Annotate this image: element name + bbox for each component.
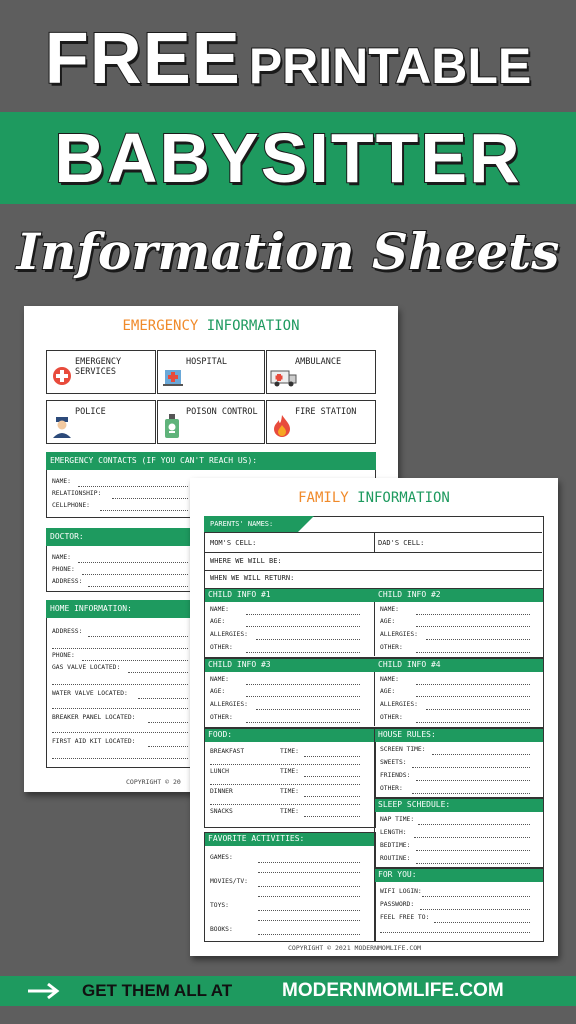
fill-line	[434, 922, 530, 923]
fill-line	[256, 709, 360, 710]
information-title-word: INFORMATION	[357, 490, 450, 506]
field-label: BREAKER PANEL LOCATED:	[52, 714, 136, 721]
divider	[204, 532, 542, 533]
field-label: ALLERGIES:	[380, 631, 418, 638]
fill-line	[416, 780, 530, 781]
field-label: ADDRESS:	[52, 628, 83, 635]
service-box-hospital	[157, 350, 265, 394]
service-box-emergency	[46, 350, 156, 394]
time-label: TIME:	[280, 748, 299, 755]
field-label: FRIENDS:	[380, 772, 411, 779]
family-sheet-title	[190, 490, 558, 506]
fill-line	[414, 837, 530, 838]
service-box-police	[46, 400, 156, 444]
fill-line	[304, 756, 360, 757]
meal-label: BREAKFAST	[210, 748, 245, 755]
fill-line	[256, 639, 360, 640]
fill-line	[380, 932, 530, 933]
headline-free-printable	[0, 14, 576, 104]
headline-information-sheets: Information Sheets	[16, 222, 560, 281]
field-label: NAME:	[52, 554, 71, 561]
field-label: SWEETS:	[380, 759, 407, 766]
fill-line	[112, 498, 188, 499]
favorite-activities-header: FAVORITE ACTIVITIES:	[204, 832, 374, 846]
fill-line	[416, 652, 530, 653]
field-label: CELLPHONE:	[52, 502, 90, 509]
fill-line	[412, 767, 530, 768]
emergency-title-word: EMERGENCY	[122, 318, 199, 334]
information-title-word: INFORMATION	[206, 318, 300, 334]
field-label: GAMES:	[210, 854, 233, 861]
fill-line	[416, 626, 530, 627]
emergency-contacts-header: EMERGENCY CONTACTS (IF YOU CAN'T REACH US):	[46, 452, 376, 470]
fire-icon	[272, 414, 292, 438]
child-info-3-header: CHILD INFO #3	[204, 658, 374, 672]
service-label: AMBULANCE	[295, 357, 342, 367]
fill-line	[148, 722, 188, 723]
meal-label: SNACKS	[210, 808, 233, 815]
divider	[204, 552, 542, 553]
fill-line	[412, 793, 530, 794]
fill-line	[420, 909, 530, 910]
field-label: PHONE:	[52, 652, 75, 659]
fill-line	[304, 816, 360, 817]
emergency-copyright: COPYRIGHT © 20	[126, 778, 181, 786]
field-label: AGE:	[380, 618, 396, 625]
meal-label: DINNER	[210, 788, 233, 795]
headline-printable: PRINTABLE	[248, 38, 532, 94]
field-label: ROUTINE:	[380, 855, 411, 862]
fill-line	[258, 920, 360, 921]
fill-line	[210, 804, 360, 805]
fill-line	[258, 862, 360, 863]
divider	[374, 672, 375, 726]
field-label: NAME:	[210, 676, 229, 683]
fill-line	[258, 934, 360, 935]
service-label: POLICE	[75, 407, 106, 417]
police-officer-icon	[51, 415, 73, 439]
fill-line	[246, 626, 360, 627]
ambulance-icon	[270, 367, 298, 387]
field-label: BOOKS:	[210, 926, 233, 933]
field-label: RELATIONSHIP:	[52, 490, 102, 497]
field-label: OTHER:	[210, 644, 233, 651]
field-label: AGE:	[210, 688, 226, 695]
fill-line	[88, 636, 188, 637]
field-label: AGE:	[210, 618, 226, 625]
fill-line	[246, 722, 360, 723]
child-info-2-header: CHILD INFO #2	[374, 588, 544, 602]
field-label: NAME:	[380, 676, 399, 683]
fill-line	[258, 872, 360, 873]
headline-babysitter: BABYSITTER	[54, 119, 522, 197]
fill-line	[52, 708, 188, 709]
field-label: OTHER:	[380, 644, 403, 651]
service-label: HOSPITAL	[186, 357, 227, 367]
time-label: TIME:	[280, 788, 299, 795]
field-label: AGE:	[380, 688, 396, 695]
emergency-call-icon	[51, 365, 73, 387]
fill-line	[128, 672, 188, 673]
field-label: GAS VALVE LOCATED:	[52, 664, 121, 671]
sleep-schedule-header: SLEEP SCHEDULE:	[374, 798, 544, 812]
time-label: TIME:	[280, 768, 299, 775]
field-label: WATER VALVE LOCATED:	[52, 690, 128, 697]
fill-line	[210, 784, 360, 785]
food-header: FOOD:	[204, 728, 374, 742]
field-label: LENGTH:	[380, 829, 407, 836]
meal-label: LUNCH	[210, 768, 229, 775]
fill-line	[52, 648, 188, 649]
fill-line	[246, 652, 360, 653]
emergency-sheet-title	[24, 318, 398, 334]
divider	[374, 602, 375, 656]
fill-line	[246, 696, 360, 697]
fill-line	[416, 722, 530, 723]
service-box-poison-control	[157, 400, 265, 444]
field-label: PASSWORD:	[380, 901, 415, 908]
where-we-will-be-label: WHERE WE WILL BE:	[210, 557, 282, 565]
fill-line	[416, 850, 530, 851]
family-information-sheet	[190, 478, 558, 956]
fill-line	[52, 732, 188, 733]
fill-line	[258, 910, 360, 911]
field-label: OTHER:	[380, 714, 403, 721]
fill-line	[246, 684, 360, 685]
fill-line	[426, 639, 530, 640]
parents-header: PARENTS' NAMES:	[210, 520, 274, 528]
hospital-icon	[162, 365, 184, 387]
service-label: POISON CONTROL	[186, 407, 258, 417]
service-box-ambulance	[266, 350, 376, 394]
divider	[204, 570, 542, 571]
field-label: OTHER:	[380, 785, 403, 792]
fill-line	[82, 574, 188, 575]
for-you-header: FOR YOU:	[374, 868, 544, 882]
fill-line	[418, 824, 530, 825]
house-rules-header: HOUSE RULES:	[374, 728, 544, 742]
time-label: TIME:	[280, 808, 299, 815]
field-label: BEDTIME:	[380, 842, 411, 849]
field-label: WIFI LOGIN:	[380, 888, 422, 895]
field-label: FEEL FREE TO:	[380, 914, 430, 921]
fill-line	[78, 562, 188, 563]
family-title-word: FAMILY	[298, 490, 349, 506]
service-box-fire-station	[266, 400, 376, 444]
fill-line	[210, 764, 360, 765]
when-we-will-return-label: WHEN WE WILL RETURN:	[210, 574, 295, 582]
field-label: ALLERGIES:	[210, 631, 248, 638]
fill-line	[416, 696, 530, 697]
fill-line	[422, 896, 530, 897]
field-label: FIRST AID KIT LOCATED:	[52, 738, 136, 745]
moms-cell-label: MOM'S CELL:	[210, 539, 257, 547]
field-label: NAME:	[380, 606, 399, 613]
field-label: SCREEN TIME:	[380, 746, 426, 753]
fill-line	[78, 486, 188, 487]
fill-line	[246, 614, 360, 615]
fill-line	[258, 896, 360, 897]
fill-line	[52, 758, 188, 759]
field-label: NAME:	[52, 478, 71, 485]
fill-line	[258, 886, 360, 887]
fill-line	[52, 684, 188, 685]
field-label: PHONE:	[52, 566, 75, 573]
field-label: MOVIES/TV:	[210, 878, 248, 885]
fill-line	[416, 614, 530, 615]
arrow-right-icon	[24, 976, 64, 1006]
footer-site-link[interactable]: MODERNMOMLIFE.COM	[282, 980, 504, 1001]
dads-cell-label: DAD'S CELL:	[378, 539, 425, 547]
poison-bottle-icon	[163, 413, 181, 439]
fill-line	[426, 709, 530, 710]
fill-line	[432, 754, 530, 755]
fill-line	[304, 796, 360, 797]
fill-line	[138, 698, 188, 699]
fill-line	[416, 863, 530, 864]
field-label: OTHER:	[210, 714, 233, 721]
footer-cta-text: GET THEM ALL AT	[82, 981, 233, 1000]
family-copyright: COPYRIGHT © 2021 MODERNMOMLIFE.COM	[288, 944, 422, 952]
fill-line	[100, 510, 188, 511]
service-label: EMERGENCY SERVICES	[75, 357, 122, 377]
field-label: NAME:	[210, 606, 229, 613]
fill-line	[88, 586, 188, 587]
divider	[374, 532, 375, 552]
fill-line	[304, 776, 360, 777]
field-label: TOYS:	[210, 902, 229, 909]
fill-line	[82, 660, 188, 661]
home-information-header: HOME INFORMATION:	[46, 600, 214, 618]
fill-line	[148, 746, 188, 747]
child-info-1-header: CHILD INFO #1	[204, 588, 374, 602]
fill-line	[416, 684, 530, 685]
field-label: ALLERGIES:	[380, 701, 418, 708]
doctor-header: DOCTOR:	[46, 528, 214, 546]
service-label: FIRE STATION	[295, 407, 357, 417]
field-label: ALLERGIES:	[210, 701, 248, 708]
field-label: NAP TIME:	[380, 816, 415, 823]
child-info-4-header: CHILD INFO #4	[374, 658, 544, 672]
field-label: ADDRESS:	[52, 578, 83, 585]
headline-free: FREE	[44, 19, 241, 99]
